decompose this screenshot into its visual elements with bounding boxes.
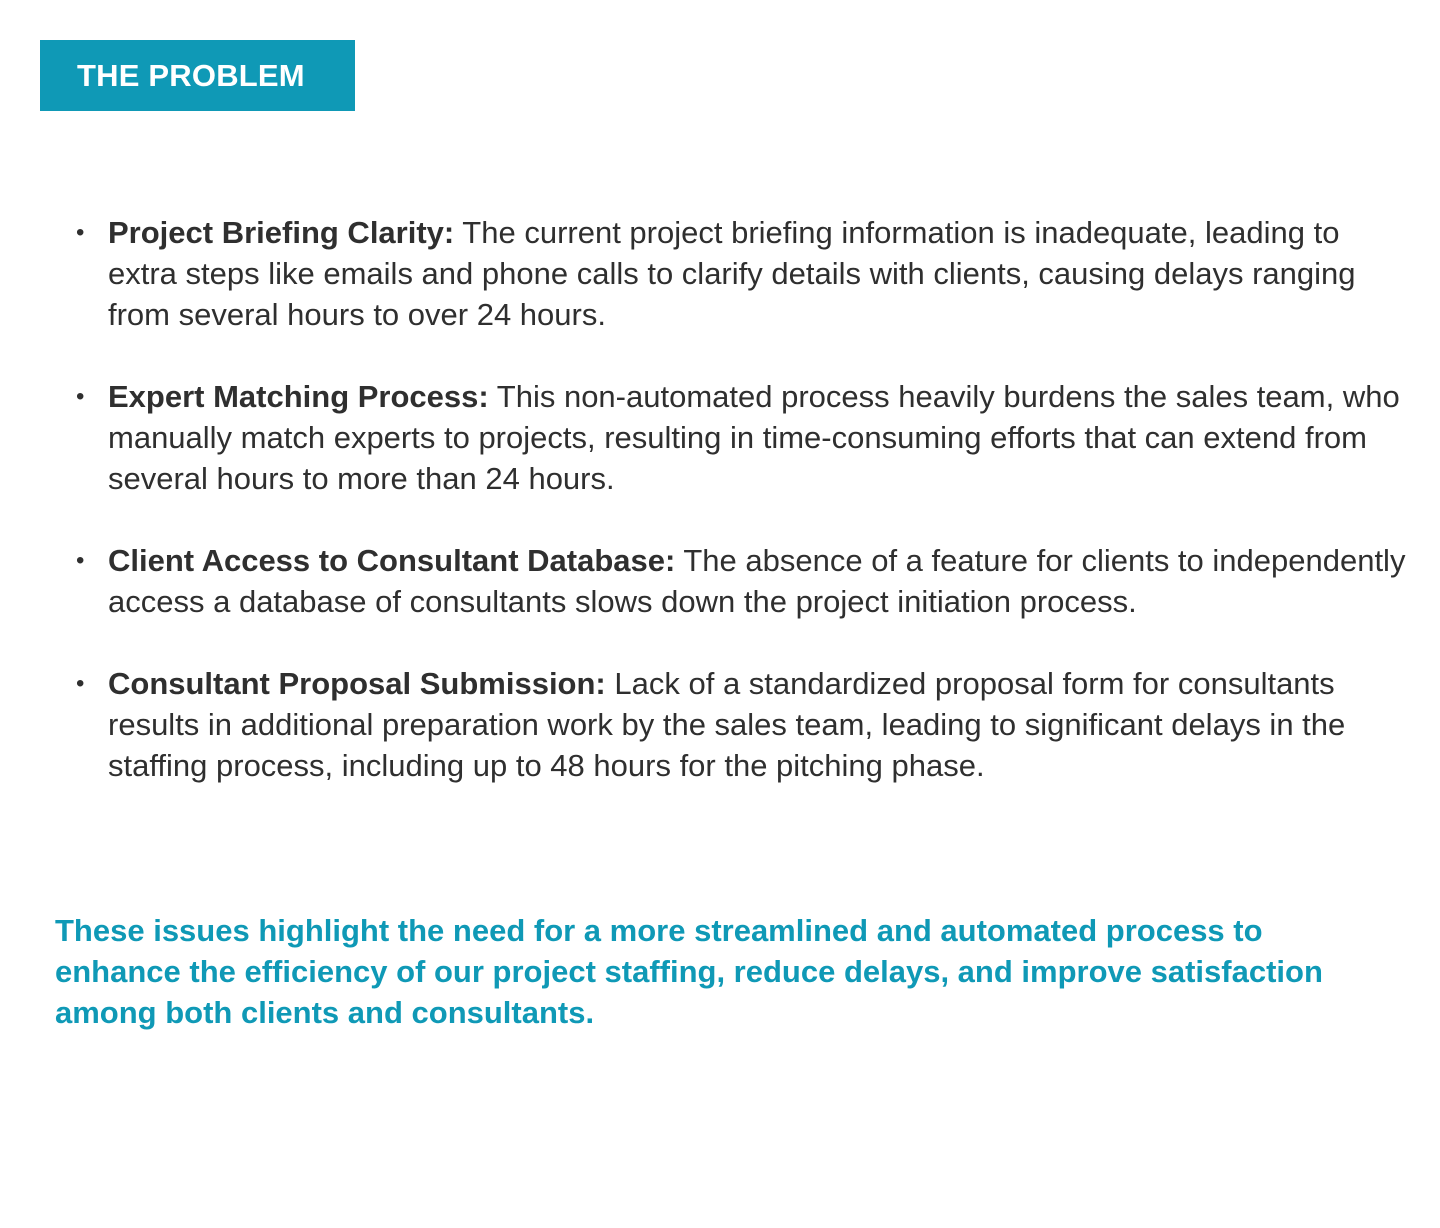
problem-description: This non-automated process heavily burdens the sales team, who manually match experts to projects, resulting in time-consuming efforts that can extend from several hours to more than 24 hours. — [108, 379, 1400, 496]
problem-description: The current project briefing information is inadequate, leading to extra steps like emails and phone calls to clarify details with clients, causing delays ranging from several hours to over 24 hours. — [108, 215, 1356, 332]
problem-title: Project Briefing Clarity: — [108, 215, 455, 250]
problem-item-expert-matching-process — [70, 376, 1410, 499]
problem-title: Expert Matching Process: — [108, 379, 489, 414]
conclusion-text: These issues highlight the need for a more streamlined and automated process to enhance the efficiency of our project staffing, reduce delays, and improve satisfaction among both clients and consultants. — [55, 913, 1323, 1030]
section-title-badge — [40, 40, 355, 111]
problem-item-consultant-proposal-submission — [70, 663, 1410, 786]
bullet-icon: • — [76, 219, 85, 246]
bullet-icon: • — [76, 547, 85, 574]
problem-description: Lack of a standardized proposal form for consultants results in additional preparation work by the sales team, leading to significant delays in the staffing process, including up to 48 hours for the pitching phase. — [108, 666, 1346, 783]
bullet-icon: • — [76, 383, 85, 410]
problem-title: Consultant Proposal Submission: — [108, 666, 606, 701]
problem-list — [70, 212, 1410, 786]
section-title: THE PROBLEM — [77, 57, 305, 93]
problem-title: Client Access to Consultant Database: — [108, 543, 676, 578]
problem-description: The absence of a feature for clients to independently access a database of consultants slows down the project initiation process. — [108, 543, 1406, 619]
problem-item-client-access-consultant-database — [70, 540, 1410, 622]
problem-item-project-briefing-clarity — [70, 212, 1410, 335]
bullet-icon: • — [76, 670, 85, 697]
